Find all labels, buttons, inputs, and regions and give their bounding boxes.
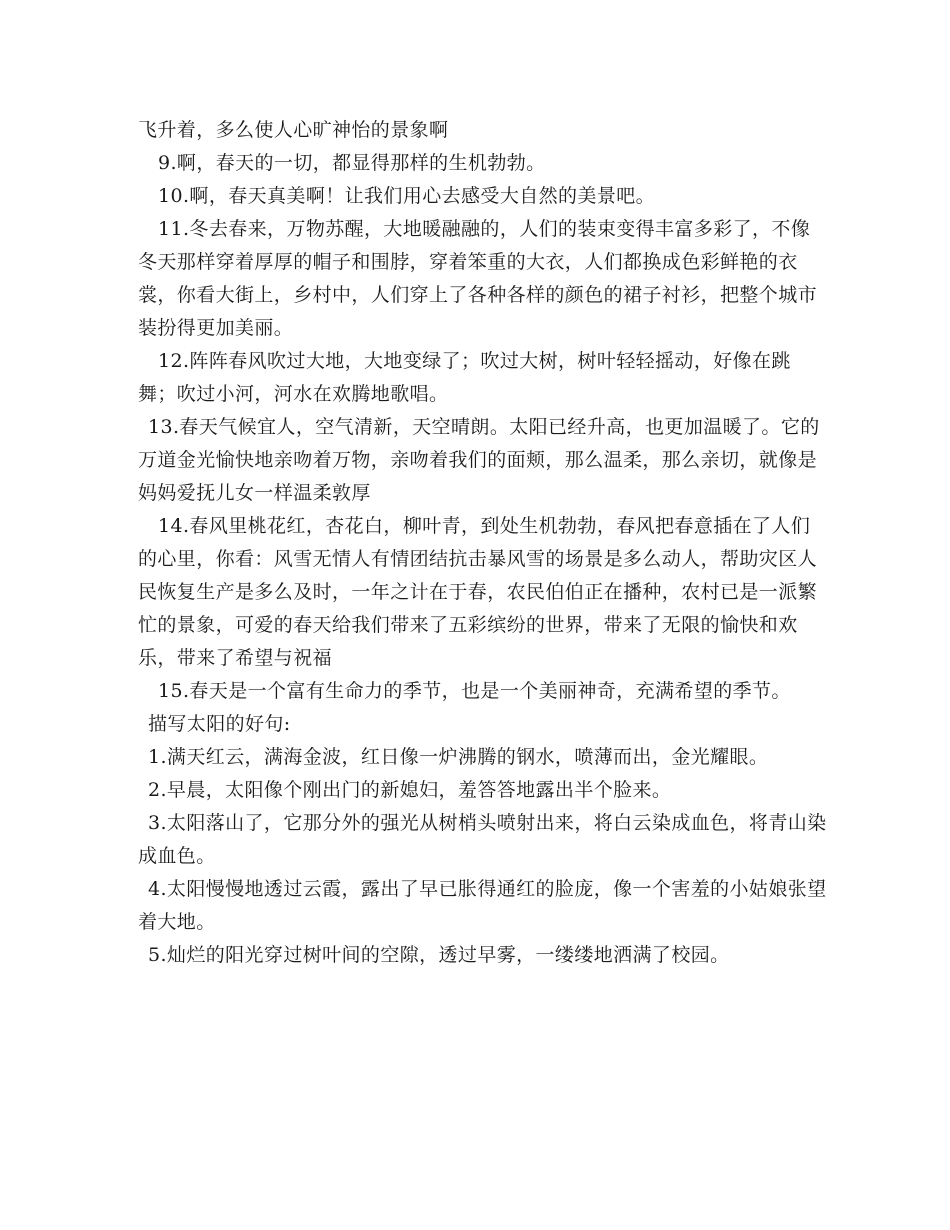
paragraph-12: 12.阵阵春风吹过大地，大地变绿了；吹过大树，树叶轻轻摇动，好像在跳舞；吹过小河，河水在欢腾地歌唱。 bbox=[138, 350, 791, 405]
sun-sentence-5: 5.灿烂的阳光穿过树叶间的空隙，透过早雾，一缕缕地洒满了校园。 bbox=[148, 944, 730, 966]
sun-sentence-2: 2.早晨，太阳像个刚出门的新媳妇，羞答答地露出半个脸来。 bbox=[148, 779, 672, 801]
document-page bbox=[138, 114, 828, 972]
paragraph-14: 14.春风里桃花红，杏花白，柳叶青，到处生机勃勃，春风把春意插在了人们的心里，你看：风雪无情人有情团结抗击暴风雪的场景是多么动人，帮助灾区人民恢复生产是多么及时，一年之计在于春，农民伯伯正在播种，农村已是一派繁忙的景象，可爱的春天给我们带来了五彩缤纷的世界，带来了无限的愉快和欢乐，带来了希望与祝福 bbox=[138, 515, 818, 669]
sun-sentence-4: 4.太阳慢慢地透过云霞，露出了早已胀得通红的脸庞，像一个害羞的小姑娘张望着大地。 bbox=[138, 878, 827, 933]
section-heading-sun: 描写太阳的好句: bbox=[148, 713, 291, 735]
paragraph-11: 11.冬去春来，万物苏醒，大地暖融融的，人们的装束变得丰富多彩了，不像冬天那样穿着厚厚的帽子和围脖，穿着笨重的大衣，人们都换成色彩鲜艳的衣裳，你看大街上，乡村中，人们穿上了各种各样的颜色的裙子衬衫，把整个城市装扮得更加美丽。 bbox=[138, 218, 818, 339]
paragraph-fragment: 飞升着，多么使人心旷神怡的景象啊 bbox=[138, 119, 449, 141]
sun-sentence-1: 1.满天红云，满海金波，红日像一炉沸腾的钢水，喷薄而出，金光耀眼。 bbox=[148, 746, 769, 768]
sun-sentence-3: 3.太阳落山了，它那分外的强光从树梢头喷射出来，将白云染成血色，将青山染成血色。 bbox=[138, 812, 827, 867]
paragraph-13: 13.春天气候宜人，空气清新，天空晴朗。太阳已经升高，也更加温暖了。它的万道金光愉快地亲吻着万物，亲吻着我们的面颊，那么温柔，那么亲切，就像是妈妈爱抚儿女一样温柔敦厚 bbox=[138, 416, 820, 504]
paragraph-15: 15.春天是一个富有生命力的季节，也是一个美丽神奇，充满希望的季节。 bbox=[158, 680, 791, 702]
paragraph-9: 9.啊，春天的一切，都显得那样的生机勃勃。 bbox=[158, 152, 546, 174]
paragraph-10: 10.啊，春天真美啊！让我们用心去感受大自然的美景吧。 bbox=[158, 185, 656, 207]
